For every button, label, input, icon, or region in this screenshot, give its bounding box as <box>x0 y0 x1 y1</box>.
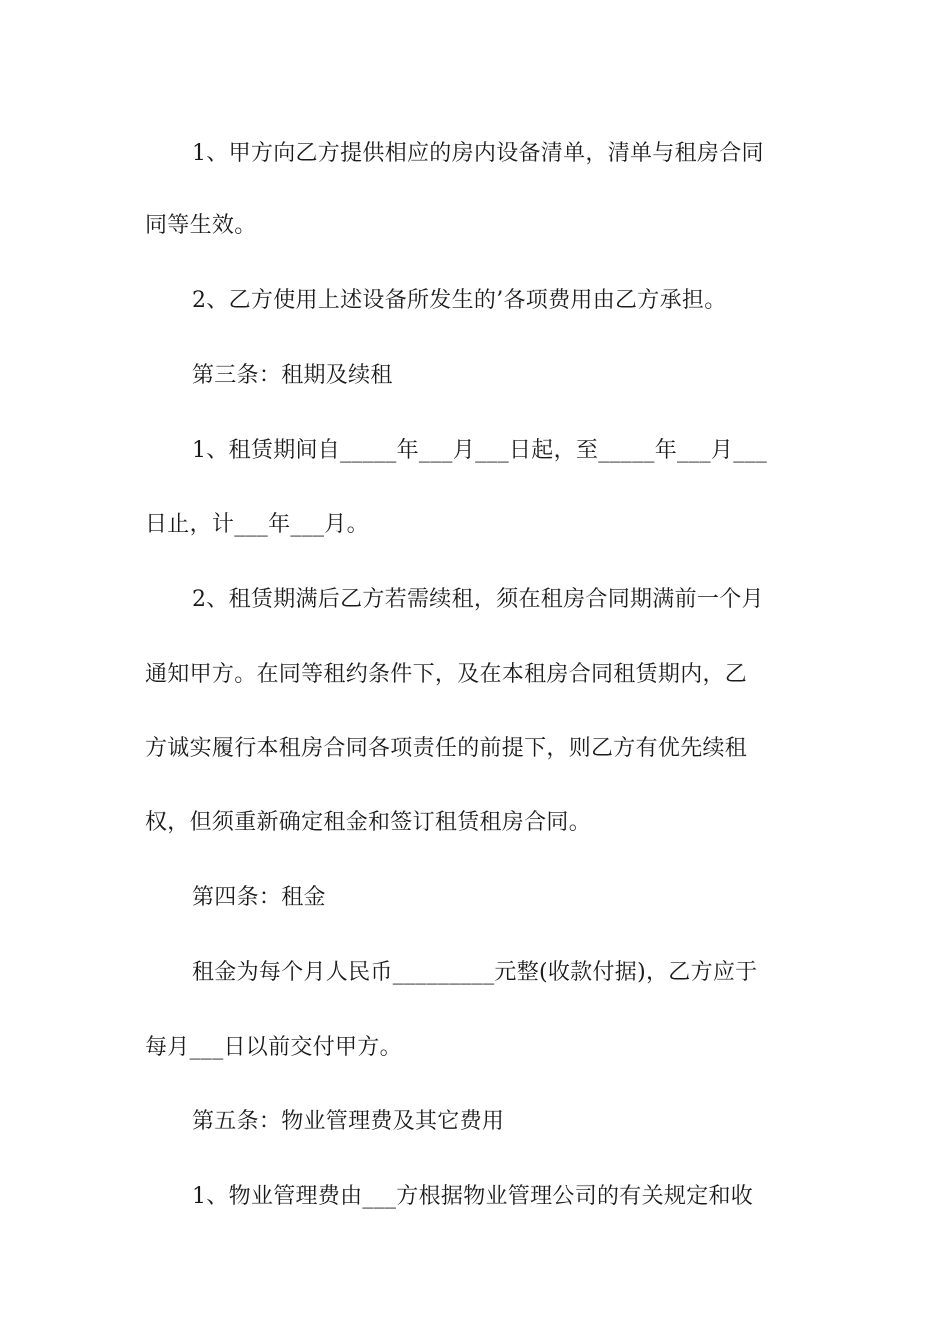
paragraph-line: 同等生效。 <box>145 213 257 238</box>
paragraph-line: 2、乙方使用上述设备所发生的’各项费用由乙方承担。 <box>192 288 727 313</box>
paragraph-line: 通知甲方。在同等租约条件下，及在本租房合同租赁期内，乙 <box>145 662 748 687</box>
section-heading: 第四条：租金 <box>192 885 326 910</box>
paragraph-line: 权，但须重新确定租金和签订租赁租房合同。 <box>145 810 592 835</box>
paragraph-line: 1、租赁期间自_____年___月___日起，至_____年___月___ <box>192 438 768 463</box>
paragraph-line: 每月___日以前交付甲方。 <box>145 1035 402 1060</box>
paragraph-line: 2、租赁期满后乙方若需续租，须在租房合同期满前一个月 <box>192 587 764 612</box>
paragraph-line: 租金为每个月人民币_________元整(收款付据)，乙方应于 <box>192 960 758 985</box>
paragraph-line: 1、甲方向乙方提供相应的房内设备清单，清单与租房合同 <box>192 141 764 166</box>
paragraph-line: 方诚实履行本租房合同各项责任的前提下，则乙方有优先续租 <box>145 736 748 761</box>
section-heading: 第三条：租期及续租 <box>192 363 393 388</box>
paragraph-line: 日止，计___年___月。 <box>145 512 369 537</box>
section-heading: 第五条：物业管理费及其它费用 <box>192 1109 505 1134</box>
paragraph-line: 1、物业管理费由___方根据物业管理公司的有关规定和收 <box>192 1184 754 1209</box>
